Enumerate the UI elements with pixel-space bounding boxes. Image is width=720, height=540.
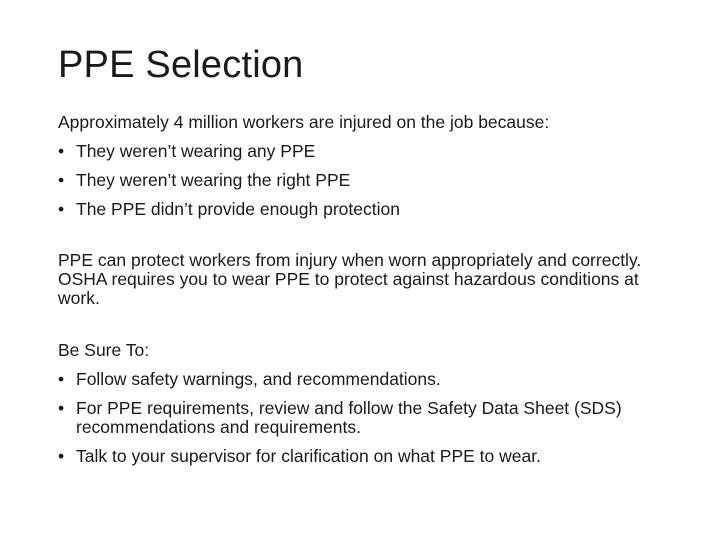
list-item-text: The PPE didn’t provide enough protection	[76, 199, 400, 219]
bullet-glyph: •	[58, 446, 65, 466]
bullet-glyph: •	[58, 199, 65, 219]
list-item-text: They weren’t wearing any PPE	[76, 141, 316, 161]
ppe-protection-section	[58, 251, 658, 308]
bullet-glyph: •	[58, 398, 65, 418]
list-item	[58, 365, 678, 394]
bullet-glyph: •	[58, 369, 65, 389]
list-item-text: They weren’t wearing the right PPE	[76, 170, 351, 190]
ppe-protection-paragraph: PPE can protect workers from injury when worn appropriately and correctly. OSHA requires you to wear PPE to protect against hazardous conditions at work.	[58, 250, 642, 308]
list-item	[58, 166, 678, 195]
list-item	[58, 442, 678, 471]
injury-causes-section	[58, 108, 678, 224]
be-sure-to-section	[58, 336, 678, 471]
be-sure-to-list	[58, 365, 678, 471]
slide-title: PPE Selection	[58, 44, 304, 86]
bullet-glyph: •	[58, 170, 65, 190]
injury-causes-intro: Approximately 4 million workers are injured on the job because:	[58, 112, 550, 132]
bullet-glyph: •	[58, 141, 65, 161]
be-sure-to-intro: Be Sure To:	[58, 340, 150, 360]
list-item-text: For PPE requirements, review and follow the Safety Data Sheet (SDS) recommendations and requirements.	[76, 398, 622, 437]
list-item	[58, 137, 678, 166]
list-item-text: Talk to your supervisor for clarification on what PPE to wear.	[76, 446, 541, 466]
list-item	[58, 394, 678, 442]
list-item	[58, 195, 678, 224]
injury-causes-list	[58, 137, 678, 224]
list-item-text: Follow safety warnings, and recommendations.	[76, 369, 441, 389]
